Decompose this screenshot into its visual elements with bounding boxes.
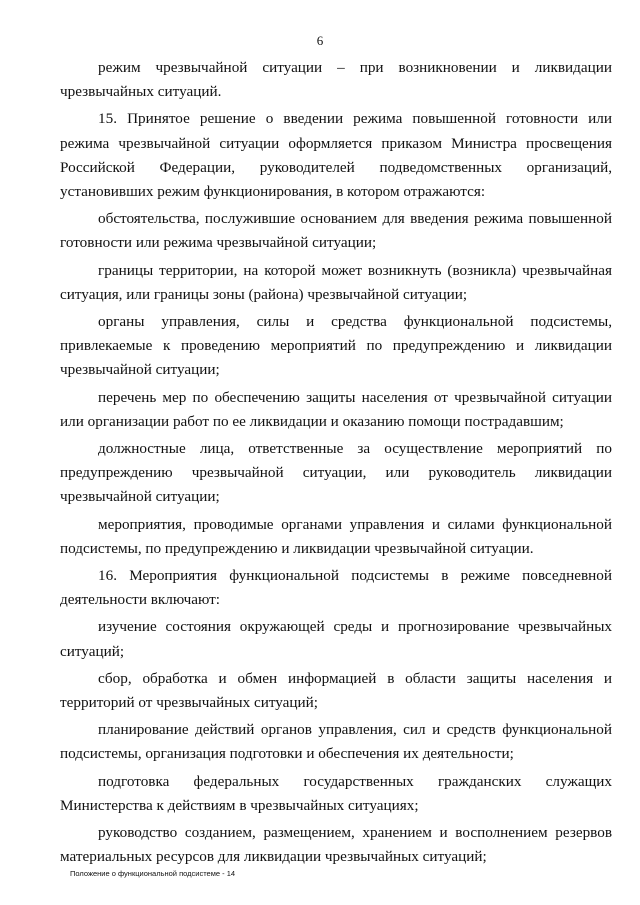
paragraph: изучение состояния окружающей среды и прогнозирование чрезвычайных ситуаций; bbox=[60, 618, 612, 660]
page-footer: Положение о функциональной подсистеме - 14 bbox=[70, 869, 236, 878]
paragraph: сбор, обработка и обмен информацией в области защиты населения и территорий от чрезвычайных ситуаций; bbox=[60, 669, 612, 712]
paragraph: перечень мер по обеспечению защиты населения от чрезвычайной ситуации или организации работ по ее ликвидации и оказанию помощи пострадавшим; bbox=[60, 388, 612, 430]
paragraph: должностные лица, ответственные за осуществление мероприятий по предупреждению чрезвычайной ситуации, или руководитель ликвидации чрезвычайной ситуации; bbox=[60, 440, 612, 506]
paragraph: органы управления, силы и средства функциональной подсистемы, привлекаемые к проведению мероприятий по предупреждению и ликвидации чрезвычайной ситуации; bbox=[60, 313, 612, 379]
document-body bbox=[60, 56, 612, 873]
paragraph: режим чрезвычайной ситуации – при возникновении и ликвидации чрезвычайных ситуаций. bbox=[60, 59, 612, 101]
paragraph: планирование действий органов управления, сил и средств функциональной подсистемы, организация подготовки и обеспечения их деятельности; bbox=[60, 721, 612, 763]
page-number: 6 bbox=[316, 33, 324, 48]
paragraph: подготовка федеральных государственных гражданских служащих Министерства к действиям в чрезвычайных ситуациях; bbox=[60, 772, 612, 814]
paragraph: 16. Мероприятия функциональной подсистемы в режиме повседневной деятельности включают: bbox=[60, 567, 612, 609]
paragraph: границы территории, на которой может возникнуть (возникла) чрезвычайная ситуация, или границы зоны (района) чрезвычайной ситуации; bbox=[60, 261, 612, 303]
paragraph: мероприятия, проводимые органами управления и силами функциональной подсистемы, по предупреждению и ликвидации чрезвычайной ситуации. bbox=[60, 515, 612, 557]
paragraph: обстоятельства, послужившие основанием для введения режима повышенной готовности или режима чрезвычайной ситуации; bbox=[60, 210, 612, 252]
paragraph: 15. Принятое решение о введении режима повышенной готовности или режима чрезвычайной ситуации оформляется приказом Министра просвещения Российской Федерации, руководителей подведомственных организаций, установивших режим функционирования, в котором отражаются: bbox=[60, 110, 612, 201]
paragraph: руководство созданием, размещением, хранением и восполнением резервов материальных ресурсов для ликвидации чрезвычайных ситуаций; bbox=[60, 824, 612, 866]
